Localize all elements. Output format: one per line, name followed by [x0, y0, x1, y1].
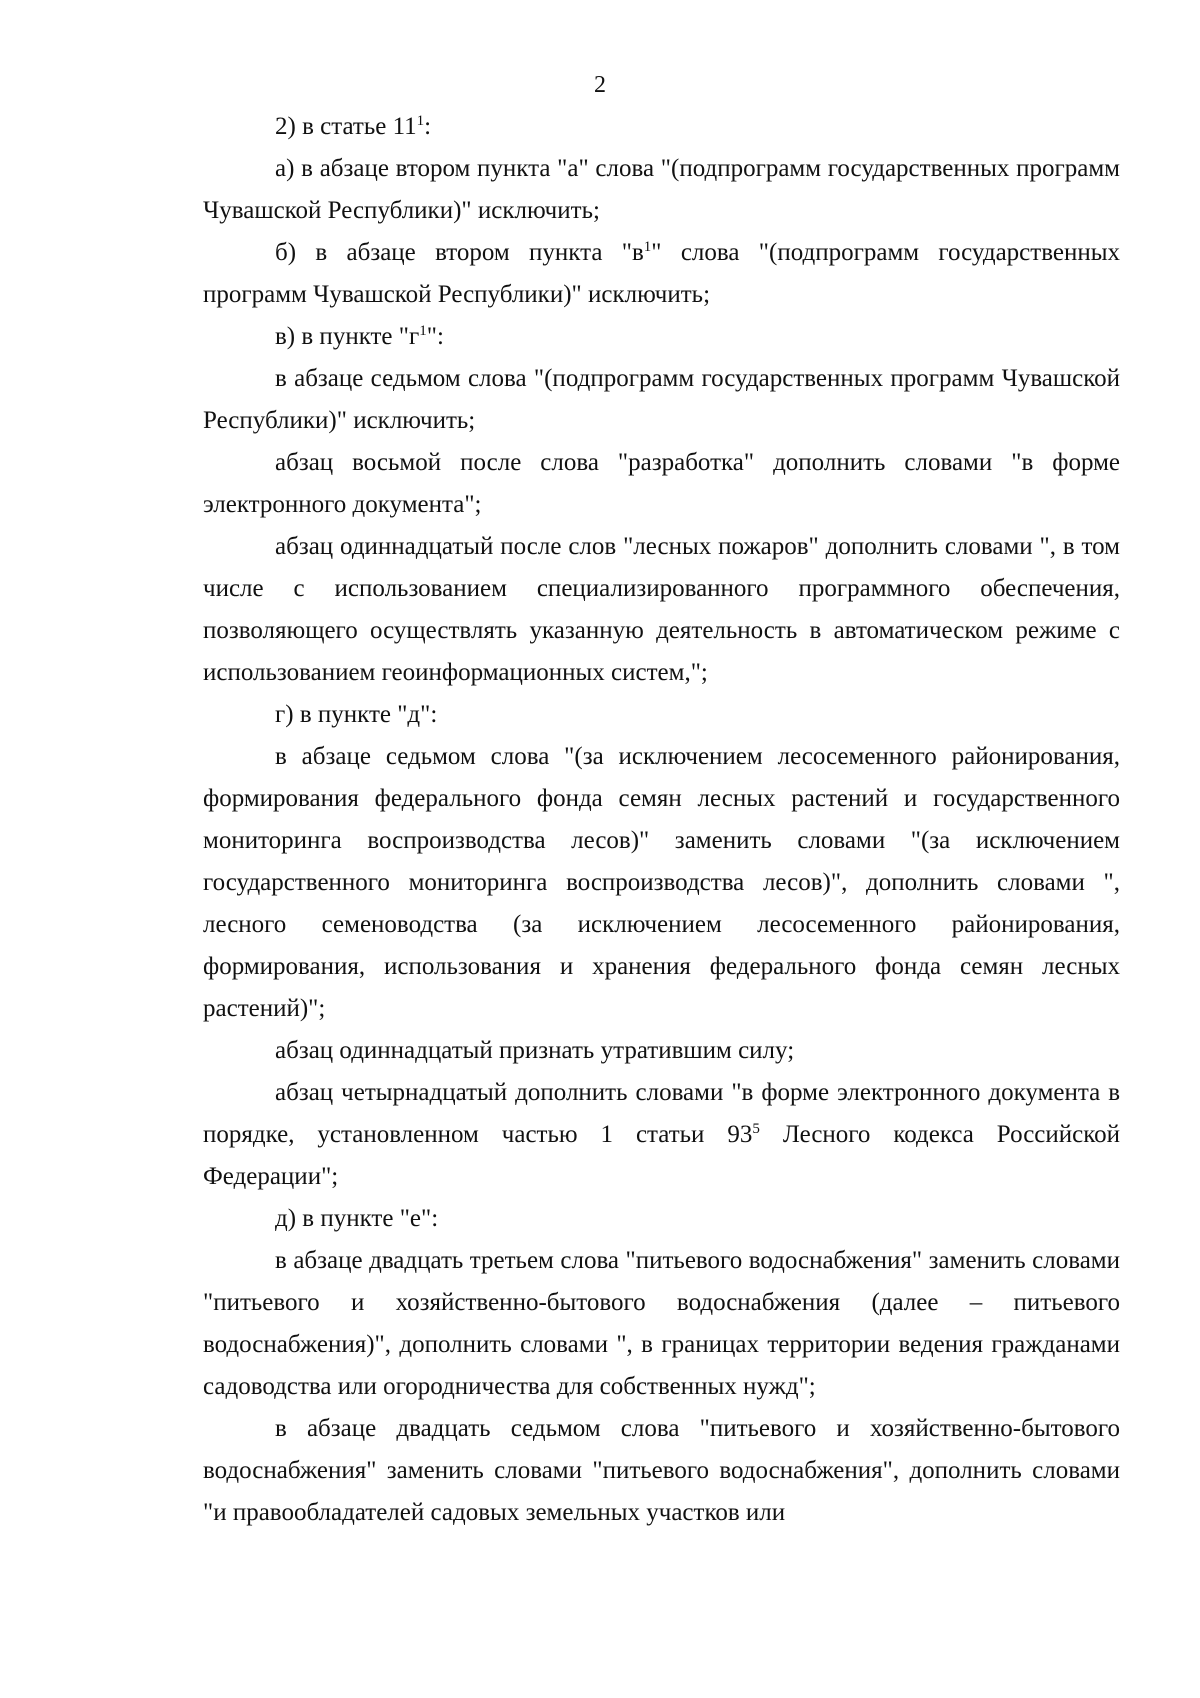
paragraph: [203, 1198, 1120, 1240]
paragraph: [203, 694, 1120, 736]
paragraph: [203, 736, 1120, 1030]
paragraph-text: " слова "(подпрограмм государственных программ Чувашской Республики)" исключить;: [203, 239, 1120, 308]
paragraph: [203, 1072, 1120, 1198]
page-number: 2: [594, 72, 606, 98]
document-body: [203, 106, 1120, 1534]
paragraph-text: д) в пункте "е":: [275, 1205, 439, 1232]
superscript: 1: [643, 239, 652, 255]
paragraph: [203, 316, 1120, 358]
paragraph: [203, 1240, 1120, 1408]
paragraph-text: в абзаце двадцать седьмом слова "питьевого и хозяйственно-бытового водоснабжения" заменить словами "питьевого водоснабжения", дополнить словами "и правообладателей садовых земельных участков или: [203, 1415, 1120, 1526]
superscript: 1: [416, 113, 425, 129]
paragraph-text: ":: [426, 323, 444, 350]
paragraph-text: абзац одиннадцатый после слов "лесных пожаров" дополнить словами ", в том числе с использованием специализированного программного обеспечения, позволяющего осуществлять указанную деятельность в автоматическом режиме с использованием геоинформационных систем,";: [203, 533, 1120, 686]
paragraph: [203, 358, 1120, 442]
paragraph-text: а) в абзаце втором пункта "а" слова "(подпрограмм государственных программ Чувашской Республики)" исключить;: [203, 155, 1120, 224]
paragraph: [203, 232, 1120, 316]
paragraph: [203, 148, 1120, 232]
paragraph-text: в абзаце седьмом слова "(за исключением лесосеменного районирования, формирования федерального фонда семян лесных растений и государственного мониторинга воспроизводства лесов)" заменить словами "(за исключением государственного мониторинга воспроизводства лесов)", дополнить словами ", лесного семеноводства (за исключением лесосеменного районирования, формирования, использования и хранения федерального фонда семян лесных растений)";: [203, 743, 1120, 1022]
paragraph: [203, 1030, 1120, 1072]
paragraph-text: в абзаце седьмом слова "(подпрограмм государственных программ Чувашской Республики)" исключить;: [203, 365, 1120, 434]
paragraph-text: :: [424, 113, 432, 140]
paragraph-text: в) в пункте "г: [275, 323, 420, 350]
paragraph-text: Лесного кодекса Российской Федерации";: [203, 1121, 1121, 1190]
paragraph: [203, 1408, 1120, 1534]
paragraph-text: абзац четырнадцатый дополнить словами "в форме электронного документа в порядке, установленном частью 1 статьи 93: [203, 1079, 1120, 1148]
superscript: 5: [752, 1121, 760, 1137]
paragraph-text: абзац восьмой после слова "разработка" дополнить словами "в форме электронного документа";: [203, 449, 1120, 518]
paragraph-text: б) в абзаце втором пункта "в: [275, 239, 644, 266]
paragraph-text: в абзаце двадцать третьем слова "питьевого водоснабжения" заменить словами "питьевого и хозяйственно-бытового водоснабжения (далее – питьевого водоснабжения)", дополнить словами ", в границах территории ведения гражданами садоводства или огородничества для собственных нужд";: [203, 1247, 1120, 1400]
paragraph-text: г) в пункте "д":: [275, 701, 438, 728]
paragraph-text: 2) в статье 11: [275, 113, 417, 140]
paragraph-text: абзац одиннадцатый признать утратившим силу;: [275, 1037, 795, 1064]
superscript: 1: [419, 323, 427, 339]
paragraph: [203, 526, 1120, 694]
paragraph: [203, 442, 1120, 526]
paragraph: [203, 106, 1120, 148]
